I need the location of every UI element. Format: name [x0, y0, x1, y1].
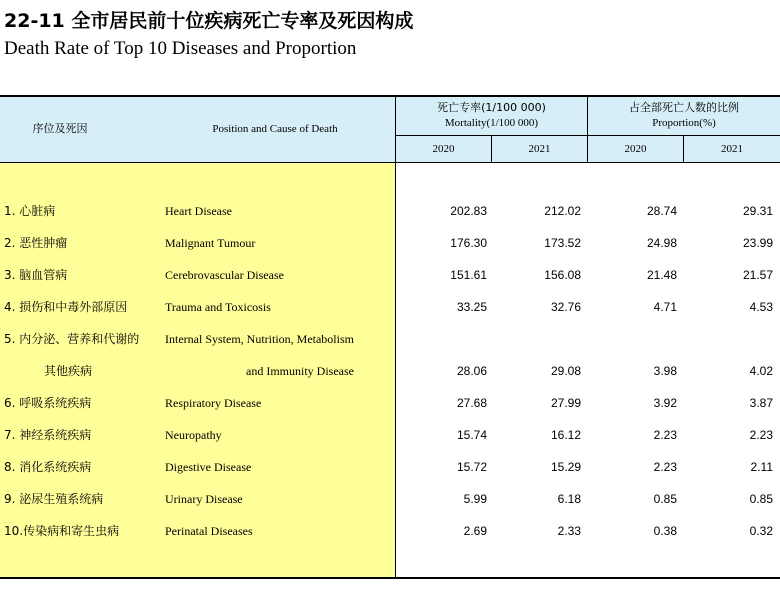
- mortality-2021: 32.76: [550, 300, 581, 314]
- mortality-2021: 16.12: [550, 428, 581, 442]
- table-row: [0, 515, 780, 547]
- cause-en: Perinatal Diseases: [165, 524, 253, 538]
- header-mortality-en: Mortality(1/100 000): [444, 117, 539, 129]
- mortality-2021: 15.29: [550, 460, 581, 474]
- table-row: [0, 195, 780, 227]
- cause-en: Digestive Disease: [165, 460, 252, 474]
- cause-en: Internal System, Nutrition, Metabolism: [165, 332, 354, 346]
- mortality-2020: 176.30: [450, 236, 487, 250]
- cause-en: Malignant Tumour: [165, 236, 256, 250]
- proportion-2021: 4.02: [749, 364, 773, 378]
- table-row: [0, 323, 780, 355]
- header-year: 2020: [432, 143, 455, 155]
- cause-cn: 10.传染病和寄生虫病: [4, 524, 120, 538]
- cause-cn: 8. 消化系统疾病: [4, 460, 92, 474]
- header-rule: [0, 162, 780, 163]
- proportion-2021: 0.32: [749, 524, 773, 538]
- mortality-2020: 15.72: [456, 460, 487, 474]
- header-proportion-en: Proportion(%): [652, 117, 716, 129]
- table-row: [0, 355, 780, 387]
- proportion-2020: 28.74: [646, 204, 677, 218]
- cause-en: Heart Disease: [165, 204, 232, 218]
- cause-en: and Immunity Disease: [246, 364, 354, 378]
- table-row: [0, 227, 780, 259]
- mortality-2020: 27.68: [456, 396, 487, 410]
- mortality-2021: 173.52: [544, 236, 581, 250]
- cause-en: Trauma and Toxicosis: [165, 300, 271, 314]
- bottom-rule: [0, 577, 780, 579]
- top-rule: [0, 95, 780, 97]
- proportion-2021: 23.99: [742, 236, 773, 250]
- proportion-2021: 4.53: [749, 300, 773, 314]
- table-row: [0, 419, 780, 451]
- cause-cn: 5. 内分泌、营养和代谢的: [4, 332, 140, 346]
- header-cause-en: Position and Cause of Death: [212, 123, 338, 135]
- mortality-2020: 2.69: [463, 524, 487, 538]
- proportion-2021: 21.57: [742, 268, 773, 282]
- table-row: [0, 451, 780, 483]
- cause-cn: 3. 脑血管病: [4, 268, 68, 282]
- proportion-2021: 2.23: [749, 428, 773, 442]
- cause-cn: 6. 呼吸系统疾病: [4, 396, 92, 410]
- proportion-2021: 29.31: [742, 204, 773, 218]
- cause-en: Neuropathy: [165, 428, 222, 442]
- header-year: 2021: [721, 143, 743, 155]
- mortality-2021: 156.08: [544, 268, 581, 282]
- page-title-en: Death Rate of Top 10 Diseases and Proportion: [4, 38, 357, 59]
- header-mortality-cn: 死亡专率(1/100 000): [437, 101, 546, 114]
- proportion-2020: 0.38: [653, 524, 677, 538]
- header-year: 2020: [624, 143, 647, 155]
- header-year: 2021: [528, 143, 551, 155]
- subheader-rule: [396, 135, 780, 136]
- proportion-2020: 2.23: [653, 460, 677, 474]
- header-proportion-cn: 占全部死亡人数的比例: [629, 101, 739, 114]
- table-row: [0, 387, 780, 419]
- mortality-2021: 6.18: [557, 492, 581, 506]
- proportion-2020: 3.92: [653, 396, 677, 410]
- cause-cn: 4. 损伤和中毒外部原因: [4, 300, 128, 314]
- table-row: [0, 291, 780, 323]
- mortality-2020: 28.06: [456, 364, 487, 378]
- cause-en: Respiratory Disease: [165, 396, 262, 410]
- table-row: [0, 483, 780, 515]
- header-seq-cn: 序位及死因: [32, 122, 88, 135]
- table-row: [0, 259, 780, 291]
- proportion-2021: 0.85: [749, 492, 773, 506]
- proportion-2021: 2.11: [750, 460, 773, 474]
- mortality-2020: 15.74: [456, 428, 487, 442]
- proportion-2021: 3.87: [749, 396, 773, 410]
- mortality-2020: 151.61: [450, 268, 487, 282]
- cause-en: Cerebrovascular Disease: [165, 268, 284, 282]
- mortality-2020: 202.83: [450, 204, 487, 218]
- cause-en: Urinary Disease: [165, 492, 243, 506]
- cause-cn: 1. 心脏病: [4, 204, 56, 218]
- proportion-2020: 0.85: [653, 492, 677, 506]
- proportion-2020: 21.48: [646, 268, 677, 282]
- mortality-2021: 2.33: [557, 524, 581, 538]
- cause-cn: 9. 泌尿生殖系统病: [4, 492, 104, 506]
- proportion-2020: 2.23: [653, 428, 677, 442]
- mortality-2021: 27.99: [550, 396, 581, 410]
- data-table: [0, 95, 780, 579]
- mortality-2021: 212.02: [544, 204, 581, 218]
- page-title-cn: 22-11 全市居民前十位疾病死亡专率及死因构成: [4, 10, 414, 32]
- mortality-2021: 29.08: [550, 364, 581, 378]
- proportion-2020: 3.98: [653, 364, 677, 378]
- cause-cn: 2. 恶性肿瘤: [4, 236, 68, 250]
- proportion-2020: 24.98: [646, 236, 677, 250]
- cause-cn: 其他疾病: [44, 364, 93, 378]
- mortality-2020: 5.99: [463, 492, 487, 506]
- proportion-2020: 4.71: [653, 300, 677, 314]
- mortality-2020: 33.25: [456, 300, 487, 314]
- cause-cn: 7. 神经系统疾病: [4, 428, 92, 442]
